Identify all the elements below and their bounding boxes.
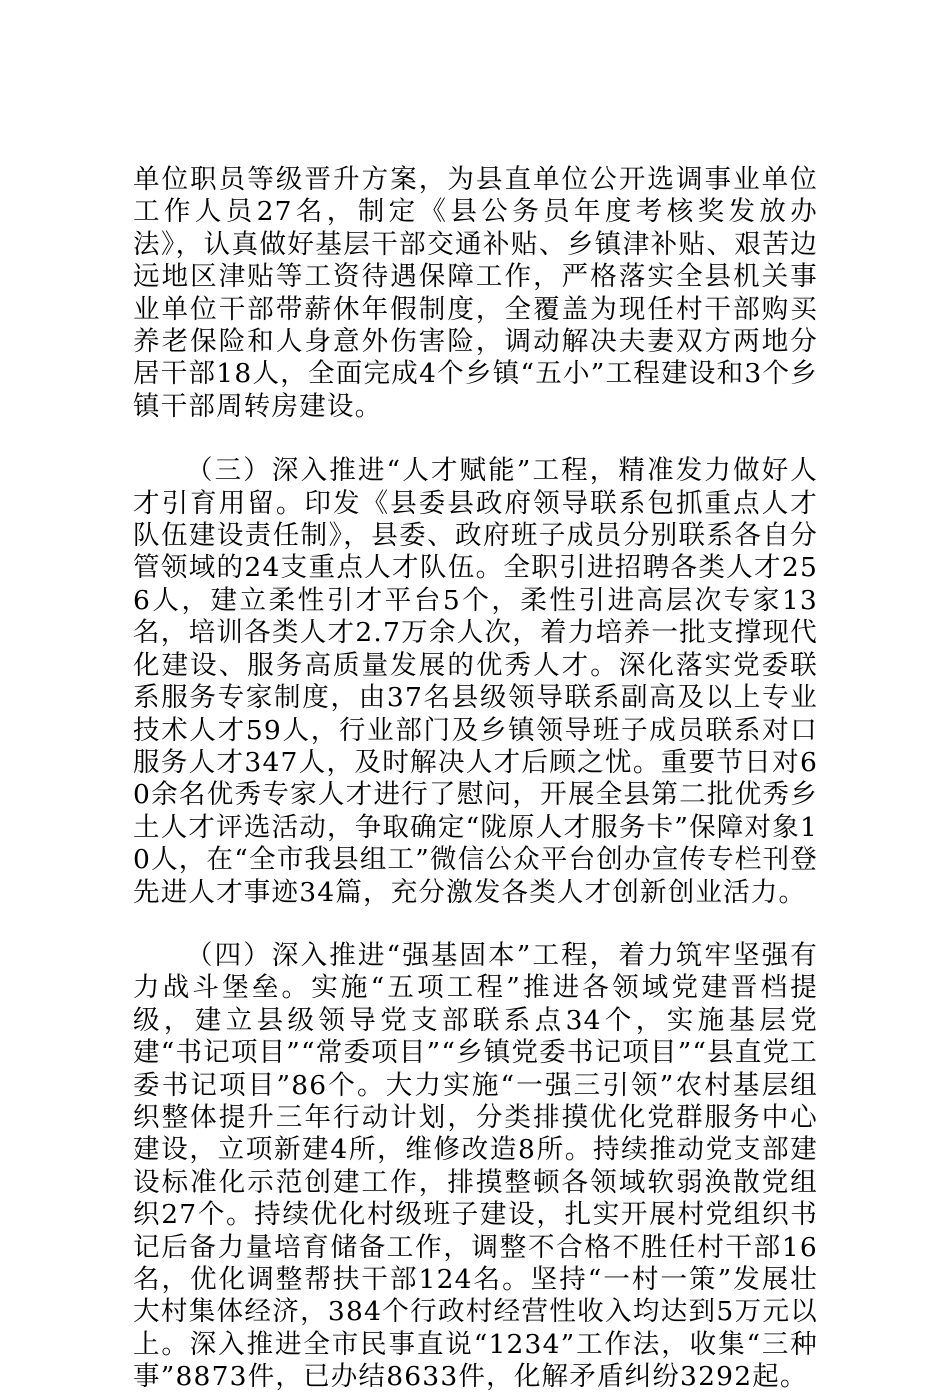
paragraph-continuation: 单位职员等级晋升方案，为县直单位公开选调事业单位工作人员27名，制定《县公务员年度考核奖发放办法》，认真做好基层干部交通补贴、乡镇津补贴、艰苦边远地区津贴等工资待遇保障工作，严格落实全县机关事业单位干部带薪休年假制度，全覆盖为现任村干部购买养老保险和人身意外伤害险，调动解决夫妻双方两地分居干部18人，全面完成4个乡镇“五小”工程建设和3个乡镇干部周转房建设。 — [133, 164, 818, 422]
paragraph-spacer — [133, 423, 818, 455]
paragraph-spacer — [133, 909, 818, 940]
paragraph-section-3-talent: （三）深入推进“人才赋能”工程，精准发力做好人才引育用留。印发《县委县政府领导联系包抓重点人才队伍建设责任制》，县委、政府班子成员分别联系各自分管领域的24支重点人才队伍。全职引进招聘各类人才256人，建立柔性引才平台5个，柔性引进高层次专家13名，培训各类人才2.7万余人次，着力培养一批支撑现代化建设、服务高质量发展的优秀人才。深化落实党委联系服务专家制度，由37名县级领导联系副高及以上专业技术人才59人，行业部门及乡镇领导班子成员联系对口服务人才347人，及时解决人才后顾之忧。重要节日对60余名优秀专家人才进行了慰问，开展全县第二批优秀乡土人才评选活动，争取确定“陇原人才服务卡”保障对象10人，在“全市我县组工”微信公众平台创办宣传专栏刊登先进人才事迹34篇，充分激发各类人才创新创业活力。 — [133, 455, 818, 908]
document-body — [133, 164, 818, 1394]
paragraph-section-4-grassroots: （四）深入推进“强基固本”工程，着力筑牢坚强有力战斗堡垒。实施“五项工程”推进各领域党建晋档提级，建立县级领导党支部联系点34个，实施基层党建“书记项目”“常委项目”“乡镇党委书记项目”“县直党工委书记项目”86个。大力实施“一强三引领”农村基层组织整体提升三年行动计划，分类排摸优化党群服务中心建设，立项新建4所，维修改造8所。持续推动党支部建设标准化示范创建工作，排摸整顿各领域软弱涣散党组织27个。持续优化村级班子建设，扎实开展村党组织书记后备力量培育储备工作，调整不合格不胜任村干部16名，优化调整帮扶干部124名。坚持“一村一策”发展壮大村集体经济，384个行政村经营性收入均达到5万元以上。深入推进全市民事直说“1234”工作法，收集“三种事”8873件，已办结8633件，化解矛盾纠纷3292起。 — [133, 939, 818, 1393]
